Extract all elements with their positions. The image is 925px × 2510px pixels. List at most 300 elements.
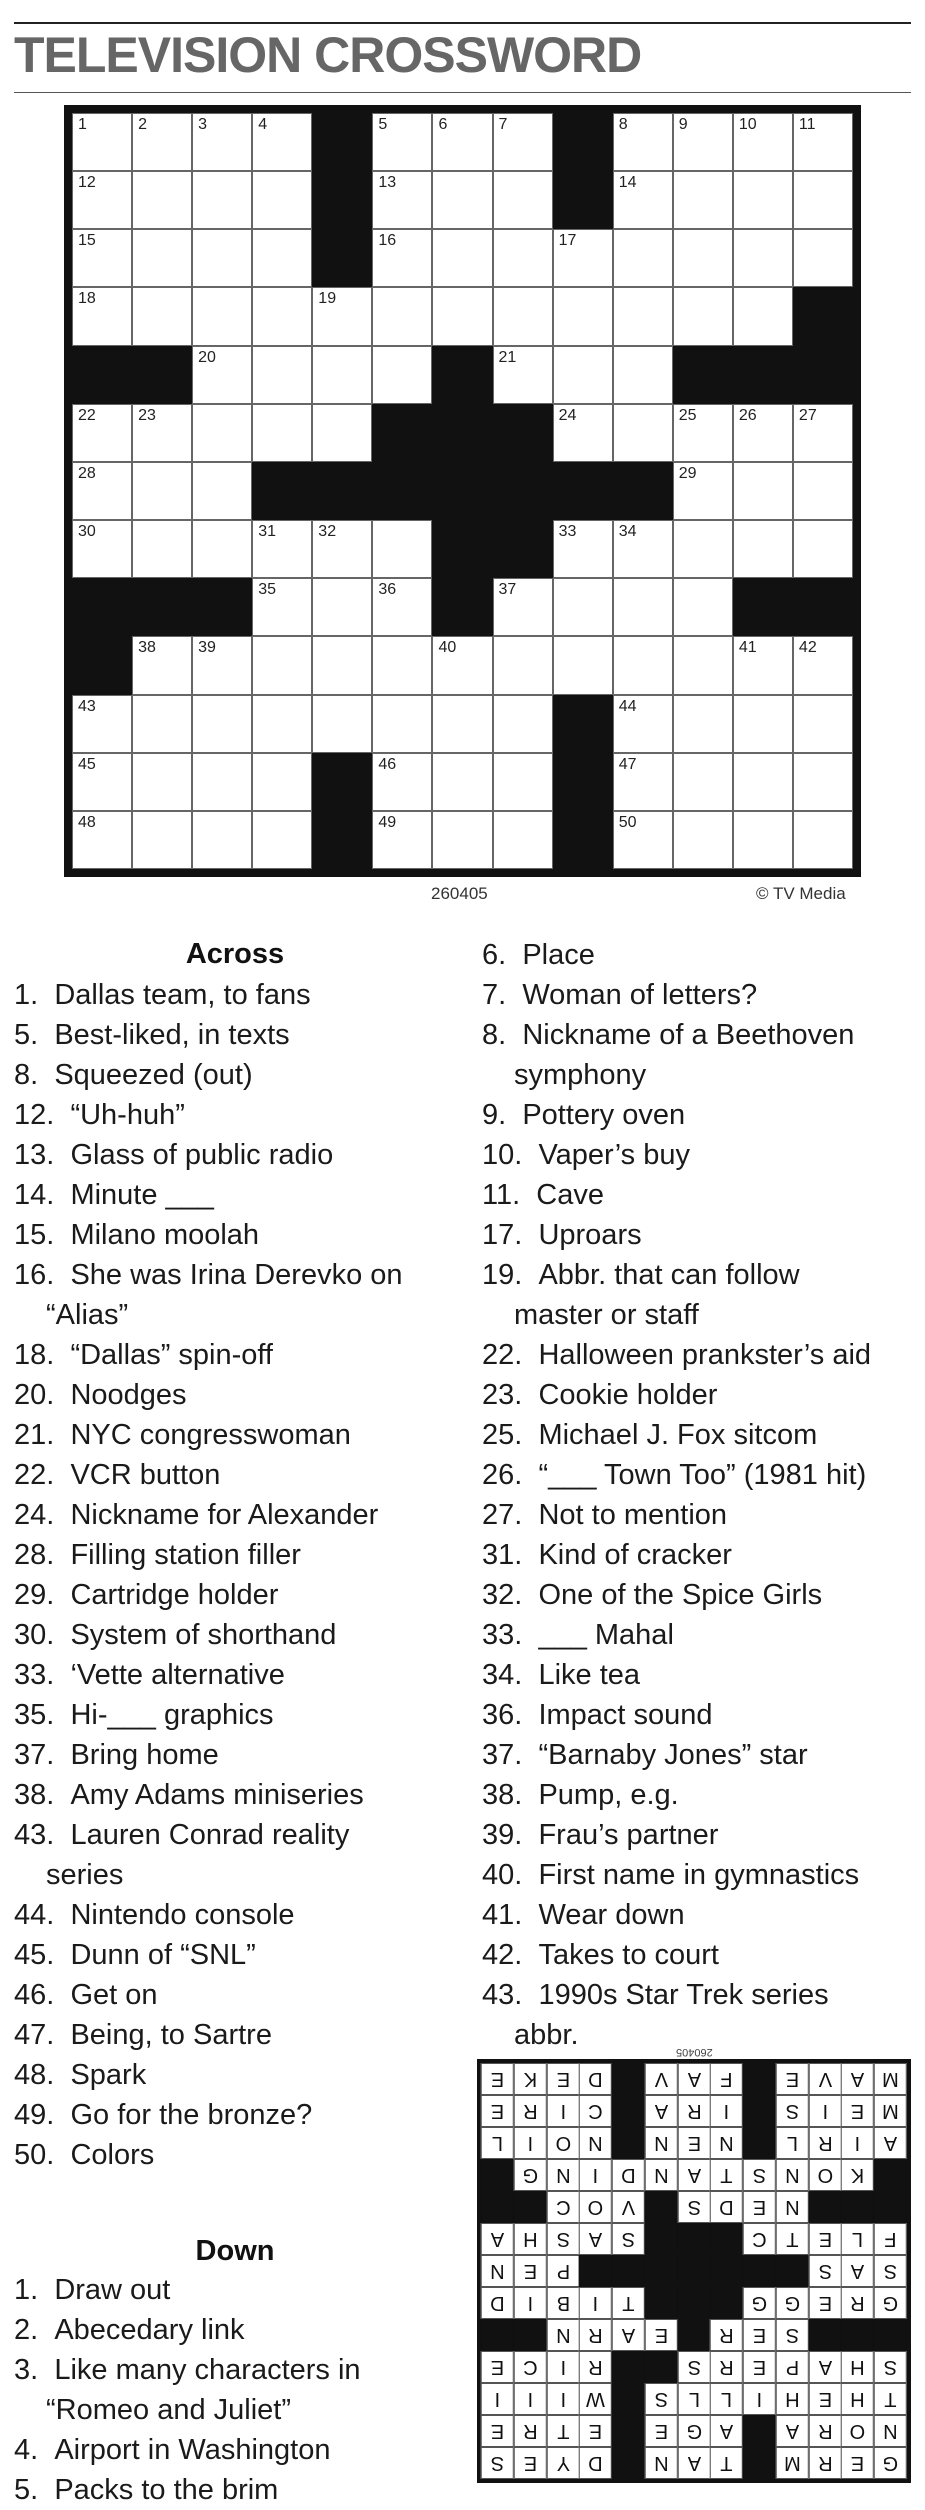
clue-line-number: 8.: [14, 1059, 39, 1091]
answer-block: [645, 2191, 678, 2223]
clue-line: [14, 1175, 214, 1215]
clue-line: [482, 1775, 679, 1815]
answer-cell: V: [645, 2063, 678, 2095]
grid-block: [372, 462, 432, 520]
clue-number: 41: [738, 639, 757, 657]
clue-line: [514, 1055, 646, 1095]
answer-cell: M: [776, 2447, 809, 2479]
clue-line-text: Packs to the brim: [54, 2474, 279, 2506]
grid-cell[interactable]: [673, 811, 733, 869]
grid-cell[interactable]: [493, 578, 553, 636]
clue-line: [482, 1975, 829, 2015]
answer-cell: I: [481, 2383, 514, 2415]
clue-number: 33: [558, 523, 577, 541]
grid-block: [553, 695, 613, 753]
clue-number: 50: [618, 813, 637, 831]
clue-line-number: 37.: [14, 1739, 55, 1771]
clue-line-text: Bring home: [70, 1739, 219, 1771]
grid-cell[interactable]: [613, 346, 673, 404]
grid-cell[interactable]: [372, 346, 432, 404]
grid-cell[interactable]: [312, 404, 372, 462]
grid-block: [553, 811, 613, 869]
grid-block: [613, 462, 673, 520]
grid-cell[interactable]: [733, 404, 793, 462]
clue-line-text: Best-liked, in texts: [54, 1019, 290, 1051]
answer-cell: T: [547, 2415, 580, 2447]
clue-line-number: 22.: [14, 1459, 55, 1491]
grid-block: [312, 113, 372, 171]
grid-cell[interactable]: [432, 695, 492, 753]
answer-cell: G: [874, 2447, 907, 2479]
grid-cell[interactable]: [312, 520, 372, 578]
clue-line-number: 21.: [14, 1419, 55, 1451]
grid-cell[interactable]: [673, 171, 733, 229]
grid-cell[interactable]: [372, 171, 432, 229]
grid-cell[interactable]: [493, 695, 553, 753]
clue-line: [14, 1975, 158, 2015]
grid-cell[interactable]: [613, 636, 673, 694]
grid-cell[interactable]: [553, 404, 613, 462]
answer-block: [645, 2287, 678, 2319]
clue-line-number: 28.: [14, 1539, 55, 1571]
clue-line-text: Place: [522, 939, 595, 971]
answer-block: [710, 2223, 743, 2255]
clue-line-text: Nintendo console: [70, 1899, 295, 1931]
puzzle-id: 260405: [431, 884, 488, 903]
clue-line: [46, 2390, 291, 2430]
answer-cell: D: [579, 2447, 612, 2479]
grid-cell[interactable]: [673, 578, 733, 636]
clue-line-text: Dunn of “SNL”: [70, 1939, 256, 1971]
clue-line-number: 22.: [482, 1339, 523, 1371]
clue-line-number: 13.: [14, 1139, 55, 1171]
title-underline: [14, 92, 911, 93]
grid-cell[interactable]: [733, 462, 793, 520]
grid-cell[interactable]: [733, 229, 793, 287]
grid-block: [733, 346, 793, 404]
grid-block: [132, 578, 192, 636]
grid-cell[interactable]: [72, 695, 132, 753]
answer-cell: I: [841, 2127, 874, 2159]
grid-block: [192, 578, 252, 636]
grid-cell[interactable]: [793, 113, 853, 171]
clue-line: [14, 1455, 220, 1495]
grid-cell[interactable]: [192, 811, 252, 869]
clue-line-text: ‘Vette alternative: [70, 1659, 285, 1691]
grid-cell[interactable]: [312, 287, 372, 345]
grid-cell[interactable]: [733, 113, 793, 171]
grid-cell[interactable]: [312, 346, 372, 404]
clue-number: 8: [618, 116, 628, 133]
grid-cell[interactable]: [613, 404, 673, 462]
grid-cell[interactable]: [372, 229, 432, 287]
grid-cell[interactable]: [613, 695, 673, 753]
grid-cell[interactable]: [252, 578, 312, 636]
grid-cell[interactable]: [733, 753, 793, 811]
clue-line-number: 4.: [14, 2434, 39, 2466]
clue-line: [482, 1695, 713, 1735]
grid-cell[interactable]: [793, 404, 853, 462]
clue-number: 31: [258, 523, 277, 541]
clue-line-number: 17.: [482, 1219, 523, 1251]
answer-cell: R: [841, 2287, 874, 2319]
grid-cell[interactable]: [793, 636, 853, 694]
grid-cell[interactable]: [432, 753, 492, 811]
grid-cell[interactable]: [793, 171, 853, 229]
answer-cell: T: [710, 2447, 743, 2479]
clue-line-text: Like many characters in: [54, 2354, 361, 2386]
answer-cell: L: [710, 2383, 743, 2415]
grid-cell[interactable]: [192, 287, 252, 345]
answer-cell: O: [809, 2159, 842, 2191]
clue-line-number: 15.: [14, 1219, 55, 1251]
answer-cell: Y: [547, 2447, 580, 2479]
grid-cell[interactable]: [192, 346, 252, 404]
answer-cell: F: [874, 2223, 907, 2255]
grid-cell[interactable]: [673, 229, 733, 287]
grid-cell[interactable]: [132, 113, 192, 171]
grid-cell[interactable]: [553, 287, 613, 345]
grid-cell[interactable]: [252, 811, 312, 869]
grid-cell[interactable]: [793, 811, 853, 869]
grid-cell[interactable]: [733, 171, 793, 229]
grid-cell[interactable]: [192, 171, 252, 229]
clue-line: [46, 1295, 128, 1335]
grid-cell[interactable]: [252, 753, 312, 811]
answer-cell: S: [776, 2095, 809, 2127]
answer-block: [743, 2447, 776, 2479]
grid-cell[interactable]: [252, 229, 312, 287]
clue-number: 48: [78, 813, 96, 831]
clue-line-text: Dallas team, to fans: [54, 979, 311, 1011]
clue-line: [14, 1775, 364, 1815]
answer-cell: V: [809, 2063, 842, 2095]
answer-cell: A: [776, 2415, 809, 2447]
clue-line-text: Glass of public radio: [70, 1139, 334, 1171]
clue-line-text: Nickname of a Beethoven: [522, 1019, 855, 1051]
grid-cell[interactable]: [613, 520, 673, 578]
grid-cell[interactable]: [252, 346, 312, 404]
grid-cell[interactable]: [673, 462, 733, 520]
answer-block: [612, 2351, 645, 2383]
answer-block: [514, 2319, 547, 2351]
grid-cell[interactable]: [72, 171, 132, 229]
clue-number: 34: [618, 523, 637, 541]
grid-cell[interactable]: [372, 753, 432, 811]
clue-line-text: Abbr. that can follow: [538, 1259, 800, 1291]
grid-cell[interactable]: [673, 113, 733, 171]
grid-cell[interactable]: [493, 287, 553, 345]
clue-line: [514, 1295, 699, 1335]
grid-cell[interactable]: [192, 404, 252, 462]
grid-block: [72, 346, 132, 404]
grid-cell[interactable]: [252, 520, 312, 578]
grid-cell[interactable]: [72, 753, 132, 811]
answer-block: [678, 2287, 711, 2319]
grid-cell[interactable]: [793, 229, 853, 287]
grid-cell[interactable]: [553, 229, 613, 287]
grid-cell[interactable]: [673, 520, 733, 578]
grid-cell[interactable]: [432, 636, 492, 694]
grid-cell[interactable]: [432, 229, 492, 287]
clue-line-text: Colors: [70, 2139, 155, 2171]
answer-cell: O: [841, 2415, 874, 2447]
answer-cell: H: [776, 2383, 809, 2415]
grid-cell[interactable]: [493, 346, 553, 404]
grid-block: [432, 578, 492, 636]
answer-cell: R: [514, 2415, 547, 2447]
grid-cell[interactable]: [432, 171, 492, 229]
grid-cell[interactable]: [192, 229, 252, 287]
grid-cell[interactable]: [132, 229, 192, 287]
clue-line: [482, 1135, 690, 1175]
answer-cell: N: [776, 2191, 809, 2223]
grid-cell[interactable]: [493, 113, 553, 171]
grid-cell[interactable]: [733, 636, 793, 694]
grid-cell[interactable]: [252, 113, 312, 171]
clue-line-text: Get on: [70, 1979, 158, 2011]
grid-block: [493, 462, 553, 520]
grid-cell[interactable]: [192, 462, 252, 520]
clue-line: [14, 1135, 333, 1175]
answer-block: [514, 2191, 547, 2223]
clue-number: 25: [678, 406, 697, 424]
grid-cell[interactable]: [252, 636, 312, 694]
grid-cell[interactable]: [372, 113, 432, 171]
clue-line-text: Pump, e.g.: [538, 1779, 679, 1811]
answer-block: [841, 2319, 874, 2351]
grid-block: [793, 287, 853, 345]
grid-cell[interactable]: [793, 753, 853, 811]
grid-cell[interactable]: [252, 404, 312, 462]
answer-block: [743, 2415, 776, 2447]
clue-line-number: 16.: [14, 1259, 55, 1291]
answer-cell: A: [841, 2063, 874, 2095]
answer-cell: S: [645, 2383, 678, 2415]
clue-number: 6: [438, 116, 448, 133]
answer-cell: N: [874, 2415, 907, 2447]
grid-cell[interactable]: [132, 520, 192, 578]
grid-cell[interactable]: [613, 287, 673, 345]
answer-cell: A: [710, 2415, 743, 2447]
clue-line-text: Pottery oven: [522, 1099, 686, 1131]
answer-cell: D: [579, 2063, 612, 2095]
grid-cell[interactable]: [312, 636, 372, 694]
clue-line: [14, 1895, 295, 1935]
grid-cell[interactable]: [733, 287, 793, 345]
answer-cell: K: [841, 2159, 874, 2191]
answer-block: [481, 2319, 514, 2351]
answer-cell: N: [645, 2447, 678, 2479]
grid-cell[interactable]: [493, 171, 553, 229]
answer-cell: M: [874, 2063, 907, 2095]
grid-cell[interactable]: [493, 636, 553, 694]
answer-cell: I: [743, 2383, 776, 2415]
answer-cell: R: [579, 2319, 612, 2351]
clue-line-number: 50.: [14, 2139, 55, 2171]
clue-line-text: Woman of letters?: [522, 979, 758, 1011]
answer-cell: C: [547, 2191, 580, 2223]
answer-cell: E: [743, 2319, 776, 2351]
grid-cell[interactable]: [72, 520, 132, 578]
grid-cell[interactable]: [613, 578, 673, 636]
grid-cell[interactable]: [192, 636, 252, 694]
clue-line-number: 2.: [14, 2314, 39, 2346]
clue-line-number: 24.: [14, 1499, 55, 1531]
grid-cell[interactable]: [132, 753, 192, 811]
grid-cell[interactable]: [372, 811, 432, 869]
clue-line: [14, 1055, 253, 1095]
grid-cell[interactable]: [72, 811, 132, 869]
clue-line: [14, 2470, 278, 2510]
answer-cell: S: [678, 2191, 711, 2223]
answer-cell: R: [710, 2319, 743, 2351]
answer-cell: C: [743, 2223, 776, 2255]
grid-cell[interactable]: [793, 695, 853, 753]
answer-block: [645, 2351, 678, 2383]
answer-cell: W: [579, 2383, 612, 2415]
grid-cell[interactable]: [132, 811, 192, 869]
grid-cell[interactable]: [132, 404, 192, 462]
clue-line-text: Squeezed (out): [54, 1059, 253, 1091]
grid-cell[interactable]: [192, 753, 252, 811]
grid-cell[interactable]: [793, 520, 853, 578]
grid-cell[interactable]: [493, 753, 553, 811]
clue-line-text: 1990s Star Trek series: [538, 1979, 829, 2011]
clue-line-number: 20.: [14, 1379, 55, 1411]
clue-line: [482, 1855, 859, 1895]
clue-line: [14, 1815, 349, 1855]
grid-cell[interactable]: [252, 171, 312, 229]
answer-cell: A: [612, 2319, 645, 2351]
grid-cell[interactable]: [372, 578, 432, 636]
grid-cell[interactable]: [132, 695, 192, 753]
clue-number: 21: [498, 348, 517, 366]
clue-line-text: Being, to Sartre: [70, 2019, 272, 2051]
answer-label: 260405: [676, 2046, 713, 2058]
clue-number: 12: [78, 174, 96, 192]
clue-line-number: 47.: [14, 2019, 55, 2051]
grid-cell[interactable]: [432, 113, 492, 171]
grid-cell[interactable]: [613, 113, 673, 171]
clue-line: [14, 1655, 285, 1695]
answer-cell: D: [481, 2287, 514, 2319]
grid-cell[interactable]: [192, 695, 252, 753]
clue-line-number: 49.: [14, 2099, 55, 2131]
answer-cell: L: [678, 2383, 711, 2415]
grid-cell[interactable]: [553, 520, 613, 578]
grid-cell[interactable]: [192, 113, 252, 171]
grid-cell[interactable]: [372, 695, 432, 753]
clue-line-number: 30.: [14, 1619, 55, 1651]
grid-cell[interactable]: [673, 404, 733, 462]
grid-cell[interactable]: [72, 462, 132, 520]
clue-line-text: “Dallas” spin-off: [70, 1339, 273, 1371]
grid-cell[interactable]: [493, 229, 553, 287]
clue-line-number: 3.: [14, 2354, 39, 2386]
clue-number: 29: [678, 464, 697, 482]
answer-block: [809, 2191, 842, 2223]
grid-cell[interactable]: [132, 171, 192, 229]
grid-cell[interactable]: [432, 287, 492, 345]
clue-line-text: symphony: [514, 1059, 647, 1091]
grid-cell[interactable]: [673, 636, 733, 694]
answer-cell: E: [481, 2351, 514, 2383]
clue-number: 13: [378, 174, 397, 192]
grid-cell[interactable]: [493, 811, 553, 869]
clue-number: 27: [798, 406, 817, 424]
answer-cell: H: [514, 2223, 547, 2255]
answer-cell: E: [579, 2415, 612, 2447]
clue-line-number: 33.: [482, 1619, 523, 1651]
clue-line-number: 46.: [14, 1979, 55, 2011]
grid-cell[interactable]: [372, 520, 432, 578]
grid-cell[interactable]: [132, 287, 192, 345]
grid-cell[interactable]: [132, 462, 192, 520]
grid-cell[interactable]: [372, 287, 432, 345]
clue-line-text: Cartridge holder: [70, 1579, 279, 1611]
clue-line-text: Nickname for Alexander: [70, 1499, 379, 1531]
grid-cell[interactable]: [733, 695, 793, 753]
grid-cell[interactable]: [132, 636, 192, 694]
answer-cell: I: [514, 2127, 547, 2159]
clue-line: [482, 1215, 642, 1255]
grid-cell[interactable]: [613, 229, 673, 287]
clue-line: [14, 2270, 170, 2310]
grid-cell[interactable]: [553, 636, 613, 694]
grid-cell[interactable]: [673, 695, 733, 753]
clue-line: [14, 1415, 351, 1455]
clue-line-number: 19.: [482, 1259, 523, 1291]
grid-cell[interactable]: [553, 346, 613, 404]
grid-cell[interactable]: [72, 229, 132, 287]
clue-number: 2: [138, 116, 147, 133]
answer-cell: P: [776, 2351, 809, 2383]
clue-number: 4: [258, 116, 268, 133]
answer-cell: S: [481, 2447, 514, 2479]
grid-cell[interactable]: [613, 811, 673, 869]
grid-cell[interactable]: [733, 811, 793, 869]
answer-block: [841, 2191, 874, 2223]
grid-cell[interactable]: [553, 578, 613, 636]
grid-cell[interactable]: [793, 462, 853, 520]
grid-cell[interactable]: [673, 287, 733, 345]
grid-cell[interactable]: [192, 520, 252, 578]
answer-cell: E: [547, 2063, 580, 2095]
grid-cell[interactable]: [72, 404, 132, 462]
clue-line-number: 43.: [482, 1979, 523, 2011]
grid-cell[interactable]: [252, 287, 312, 345]
grid-cell[interactable]: [252, 695, 312, 753]
clue-line-number: 43.: [14, 1819, 55, 1851]
grid-cell[interactable]: [673, 753, 733, 811]
grid-cell[interactable]: [613, 171, 673, 229]
clue-line-text: Spark: [70, 2059, 147, 2091]
clue-number: 7: [498, 116, 508, 133]
grid-cell[interactable]: [312, 578, 372, 636]
clue-line: [14, 1375, 187, 1415]
grid-cell[interactable]: [312, 695, 372, 753]
grid-cell[interactable]: [72, 113, 132, 171]
grid-cell[interactable]: [72, 287, 132, 345]
grid-block: [432, 462, 492, 520]
grid-cell[interactable]: [372, 636, 432, 694]
clue-line-number: 8.: [482, 1019, 507, 1051]
grid-block: [553, 462, 613, 520]
grid-cell[interactable]: [432, 811, 492, 869]
grid-cell[interactable]: [613, 753, 673, 811]
grid-cell[interactable]: [733, 520, 793, 578]
